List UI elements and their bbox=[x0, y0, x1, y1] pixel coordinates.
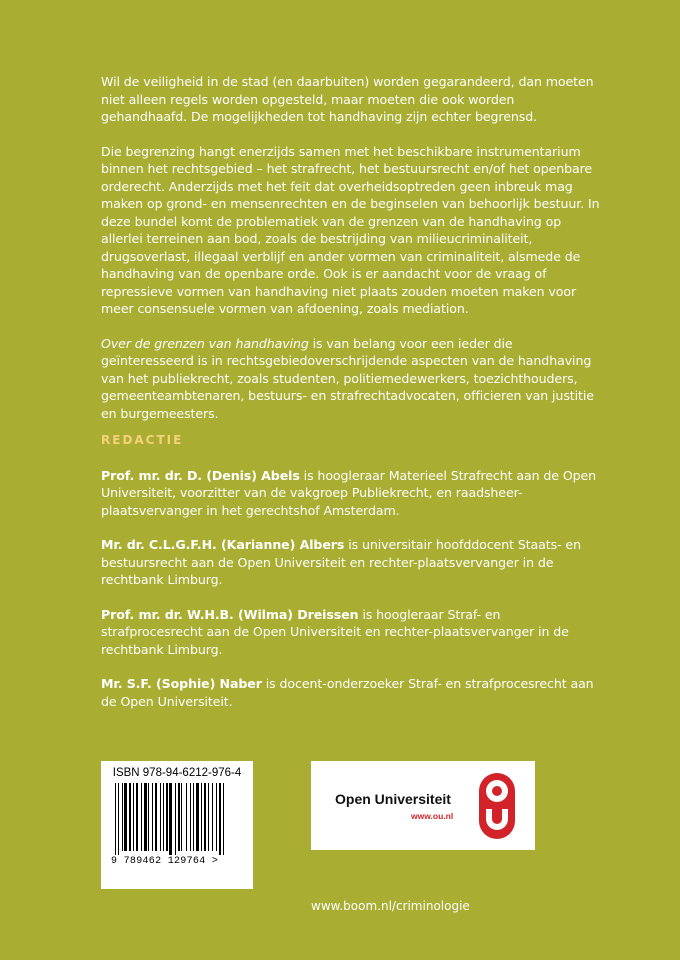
barcode-bar bbox=[166, 783, 168, 851]
barcode-bar bbox=[204, 783, 206, 851]
barcode-bar bbox=[208, 783, 209, 851]
bio-dreissen bbox=[101, 606, 601, 659]
barcode-bar bbox=[201, 783, 202, 851]
barcode-bar bbox=[169, 783, 172, 855]
barcode-bar bbox=[181, 783, 182, 851]
bio-name: Mr. S.F. (Sophie) Naber bbox=[101, 676, 262, 691]
isbn-label: ISBN 978-94-6212-976-4 bbox=[112, 767, 242, 779]
barcode-bar bbox=[223, 783, 224, 855]
barcode-bar bbox=[178, 783, 180, 851]
publisher-url: www.ou.nl bbox=[411, 811, 454, 821]
barcode-bar bbox=[122, 783, 123, 851]
barcode-bar bbox=[212, 783, 213, 851]
barcode-bar bbox=[118, 783, 119, 855]
barcode-bar bbox=[115, 783, 116, 855]
barcode-bars bbox=[111, 783, 243, 855]
redactie-heading: REDACTIE bbox=[101, 433, 184, 447]
book-title: Over de grenzen van handhaving bbox=[101, 335, 309, 351]
publisher-website-link[interactable]: www.boom.nl/criminologie bbox=[311, 899, 470, 913]
barcode-bar bbox=[124, 783, 127, 851]
barcode-bar bbox=[144, 783, 147, 851]
bio-naber bbox=[101, 675, 601, 710]
barcode-bar bbox=[193, 783, 194, 851]
isbn-barcode bbox=[101, 761, 253, 889]
barcode-bar bbox=[160, 783, 161, 851]
barcode-bar bbox=[216, 783, 217, 851]
bio-name: Prof. mr. dr. W.H.B. (Wilma) Dreissen bbox=[101, 606, 359, 622]
barcode-bar bbox=[129, 783, 131, 851]
barcode-bar bbox=[136, 783, 138, 851]
barcode-bar bbox=[155, 783, 157, 851]
barcode-bar bbox=[186, 783, 187, 851]
publisher-logo-box bbox=[311, 761, 535, 850]
barcode-bar bbox=[163, 783, 164, 851]
publisher-name: Open Universiteit bbox=[335, 791, 451, 807]
bio-text: is docent-onderzoeker Straf- en strafprocesrecht aan de Open Universiteit. bbox=[101, 676, 594, 709]
back-cover-text bbox=[101, 73, 601, 727]
ou-logo-icon bbox=[476, 771, 518, 841]
barcode-bar bbox=[190, 783, 191, 851]
intro-paragraph-3 bbox=[101, 335, 601, 423]
intro-paragraph-3-rest: is van belang voor een ieder die geïnteresseerd is in rechtsgebiedoverschrijdende aspecten van de handhaving van het publiekrecht, zoals studenten, politiemedewerkers, toezichthouders, gemeenteambtenaren, bestuurs- en strafrechtadvocaten, officieren van justitie en burgemeesters. bbox=[101, 335, 594, 421]
barcode-bar bbox=[148, 783, 149, 851]
barcode-bar bbox=[133, 783, 134, 851]
bio-text: is hoogleraar Materieel Strafrecht aan de Open Universiteit, voorzitter van de vakgroep Publiekrecht, en raadsheer-plaatsvervanger in het gerechtshof Amsterdam. bbox=[101, 467, 597, 518]
bio-name: Prof. mr. dr. D. (Denis) Abels bbox=[101, 467, 300, 483]
barcode-bar bbox=[175, 783, 176, 855]
barcode-digits: 9 789462 129764 > bbox=[111, 856, 219, 867]
barcode-bar bbox=[196, 783, 199, 851]
intro-paragraph-1: Wil de veiligheid in de stad (en daarbuiten) worden gegarandeerd, dan moeten niet alleen regels worden opgesteld, maar moeten die ook worden gehandhaafd. De mogelijkheden tot handhaving zijn echter begrensd. bbox=[101, 74, 594, 124]
barcode-bar bbox=[141, 783, 142, 851]
bio-abels bbox=[101, 467, 601, 520]
bio-text: is universitair hoofddocent Staats- en bestuursrecht aan de Open Universiteit en rechter-plaatsvervanger in de rechtbank Limburg. bbox=[101, 537, 581, 587]
barcode-bar bbox=[152, 783, 153, 851]
bio-albers bbox=[101, 536, 601, 589]
intro-paragraph-2: Die begrenzing hangt enerzijds samen met het beschikbare instrumentarium binnen het rechtsgebied – het strafrecht, het bestuursrecht en/of het openbare orderecht. Anderzijds met het feit dat overheidsoptreden geen inbreuk mag maken op grond- en mensenrechten en de beginselen van behoorlijk bestuur. In deze bundel komt de problematiek van de grenzen van de handhaving op allerlei terreinen aan bod, zoals de bestrijding van milieucriminaliteit, drugsoverlast, illegaal verblijf en ander vormen van criminaliteit, alsmede de handhaving van de openbare orde. Ook is er aandacht voor de vraag of repressieve vormen van handhaving niet plaats zouden moeten maken voor meer consensuele vormen van afdoening, zoals mediation. bbox=[101, 143, 600, 316]
bio-name: Mr. dr. C.L.G.F.H. (Karianne) Albers bbox=[101, 537, 345, 552]
bio-text: is hoogleraar Straf- en strafprocesrecht aan de Open Universiteit en rechter-plaatsvervanger in de rechtbank Limburg. bbox=[101, 606, 569, 657]
barcode-bar bbox=[219, 783, 221, 855]
